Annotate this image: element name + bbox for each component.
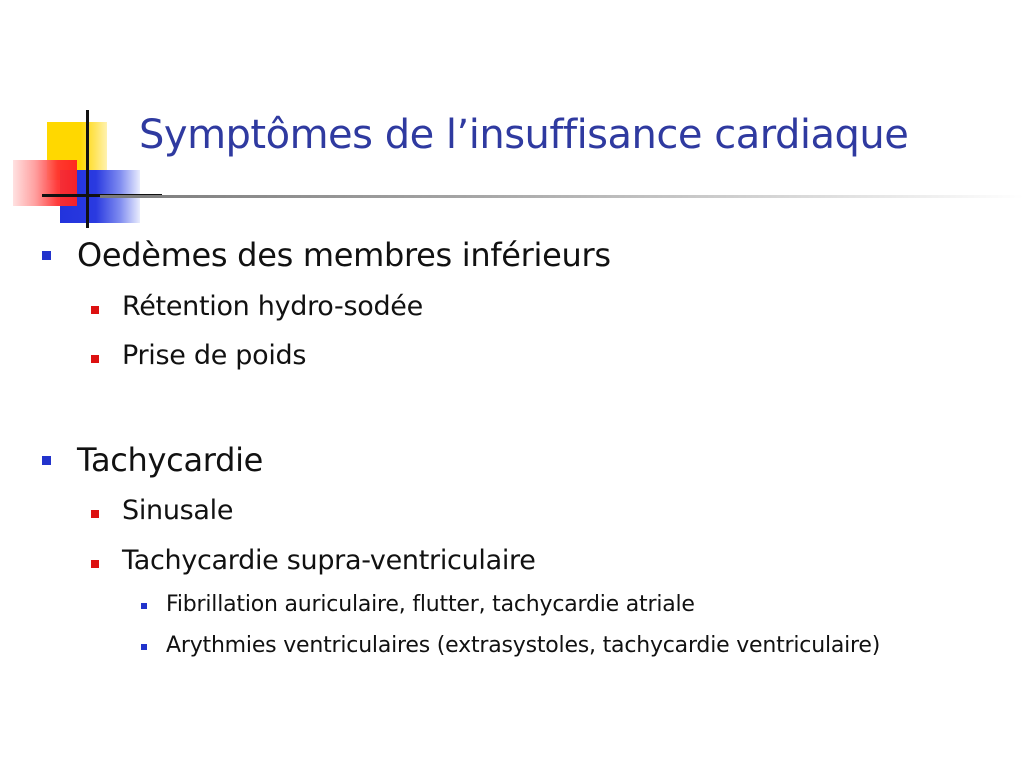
bullet-item-tachycardie: [42, 441, 263, 479]
sub-bullet-item-retention: [91, 291, 423, 322]
bullet-square-icon: [42, 251, 51, 260]
bullet-square-icon: [141, 603, 147, 609]
sub-sub-bullet-text: Fibrillation auriculaire, flutter, tachycardie atriale: [166, 592, 695, 617]
sub-bullet-item-sinusale: [91, 495, 233, 526]
sub-sub-bullet-item-fibrillation: [141, 592, 695, 617]
sub-bullet-text: Prise de poids: [122, 340, 307, 371]
bullet-square-icon: [141, 644, 147, 650]
sub-bullet-text: Sinusale: [122, 495, 234, 526]
sub-bullet-item-supra-ventriculaire: [91, 545, 536, 576]
title-divider: [100, 195, 1024, 198]
bullet-item-oedemes: [42, 236, 611, 274]
sub-sub-bullet-item-arythmies: [141, 633, 880, 658]
sub-bullet-text: Tachycardie supra-ventriculaire: [122, 545, 536, 576]
sub-bullet-item-poids: [91, 340, 306, 371]
bullet-text: Tachycardie: [77, 441, 264, 479]
bullet-square-icon: [91, 510, 99, 518]
sub-sub-bullet-text: Arythmies ventriculaires (extrasystoles, tachycardie ventriculaire): [166, 633, 881, 658]
sub-bullet-text: Rétention hydro-sodée: [122, 291, 423, 322]
bullet-square-icon: [91, 306, 99, 314]
logo-red-square: [13, 160, 77, 206]
bullet-square-icon: [91, 355, 99, 363]
logo-vertical-line: [86, 110, 89, 228]
bullet-square-icon: [91, 560, 99, 568]
bullet-square-icon: [42, 456, 51, 465]
slide-title: Symptômes de l’insuffisance cardiaque: [139, 112, 909, 158]
bullet-text: Oedèmes des membres inférieurs: [77, 236, 611, 274]
